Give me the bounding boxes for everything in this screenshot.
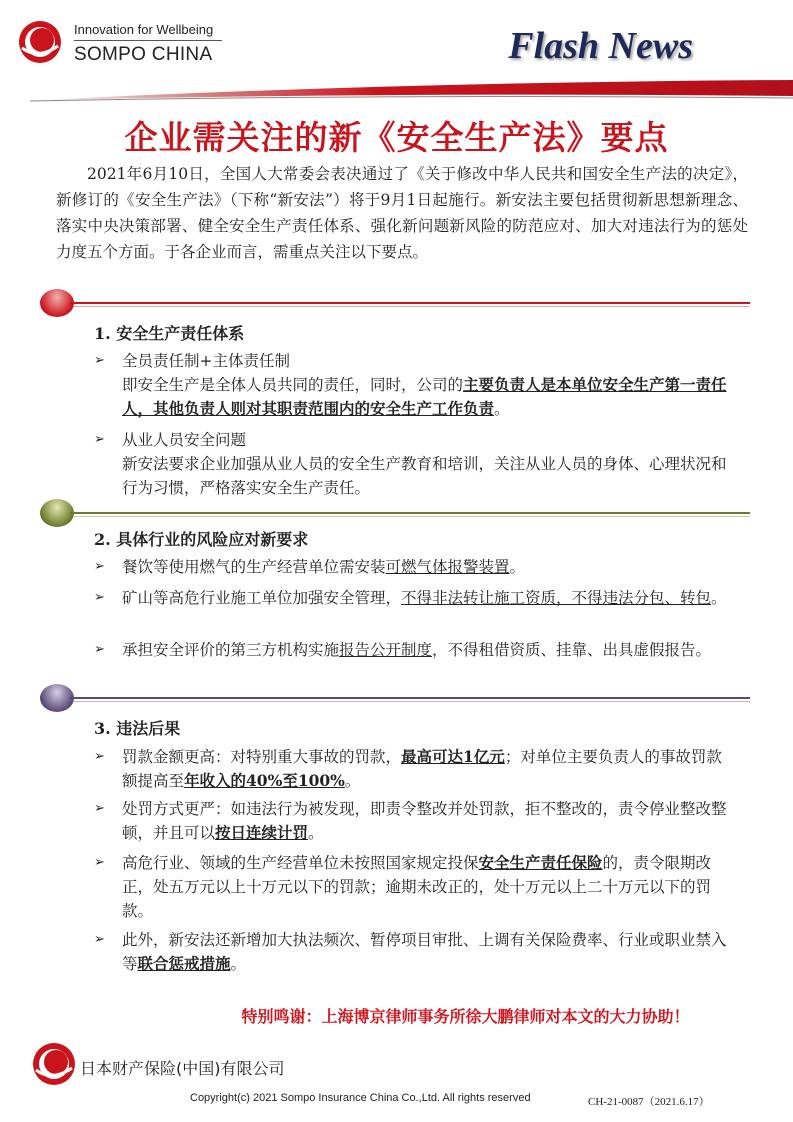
brand-tagline: Innovation for Wellbeing xyxy=(74,22,214,37)
document-number: CH-21-0087（2021.6.17） xyxy=(588,1096,710,1108)
section-heading-2: 2. 具体行业的风险应对新要求 xyxy=(94,530,309,549)
oval-marker-purple xyxy=(40,684,74,712)
section-divider-green xyxy=(40,499,750,529)
list-item: ➢ 餐饮等使用燃气的生产经营单位需安装可燃气体报警装置。 xyxy=(94,555,734,579)
arrow-bullet-icon: ➢ xyxy=(94,353,105,368)
arrow-bullet-icon: ➢ xyxy=(94,932,105,947)
arrow-bullet-icon: ➢ xyxy=(94,559,105,574)
list-item: ➢ 矿山等高危行业施工单位加强安全管理，不得非法转让施工资质，不得违法分包、转包。 xyxy=(94,586,734,610)
list-item: ➢ 全员责任制+主体责任制 即安全生产是全体人员共同的责任，同时，公司的主要负责人是本单位安全生产第一责任人，其他负责人则对其职责范围内的安全生产工作负责。 xyxy=(94,349,734,421)
arrow-bullet-icon: ➢ xyxy=(94,855,105,870)
list-item: ➢ 处罚方式更严：如违法行为被发现，即责令整改并处罚款，拒不整改的，责令停业整改整顿，并且可以按日连续计罚。 xyxy=(94,797,734,845)
arrow-bullet-icon: ➢ xyxy=(94,642,105,657)
arrow-bullet-icon: ➢ xyxy=(94,432,105,447)
arrow-bullet-icon: ➢ xyxy=(94,749,105,764)
copyright: Copyright(c) 2021 Sompo Insurance China Co.,Ltd. All rights reserved xyxy=(190,1092,531,1104)
list-item: ➢ 高危行业、领域的生产经营单位未按照国家规定投保安全生产责任保险的，责令限期改正，处五万元以上十万元以下的罚款；逾期未改正的，处十万元以上二十万元以下的罚款。 xyxy=(94,853,712,920)
company-name-cn: 日本财产保险(中国)有限公司 xyxy=(80,1059,285,1078)
intro-paragraph: 2021年6月10日，全国人大常委会表决通过了《关于修改中华人民共和国安全生产法的决定》，新修订的《安全生产法》（下称“新安法”）将于9月1日起施行。新安法主要包括贯彻新思想新理念、落实中央决策部署、健全安全生产责任体系、强化新问题新风险的防范应对、加大对违法行为的惩处力度五个方面。于各企业而言，需重点关注以下要点。 xyxy=(56,165,748,261)
oval-marker-green xyxy=(40,499,74,527)
list-item: ➢ 此外，新安法还新增加大执法频次、暂停项目审批、上调有关保险费率、行业或职业禁入等联合惩戒措施。 xyxy=(94,928,734,976)
list-item: ➢ 罚款金额更高：对特别重大事故的罚款，最高可达1亿元；对单位主要负责人的事故罚款额提高至年收入的40%至100%。 xyxy=(94,747,722,790)
section-divider-purple xyxy=(40,684,750,714)
sompo-logo-icon xyxy=(18,20,62,64)
section-heading-3: 3. 违法后果 xyxy=(94,719,181,738)
section-divider-red xyxy=(40,289,750,319)
page-title: 企业需关注的新《安全生产法》要点 xyxy=(124,118,669,157)
header-swoosh xyxy=(0,74,793,102)
arrow-bullet-icon: ➢ xyxy=(94,801,105,816)
list-item: ➢ 从业人员安全问题 新安法要求企业加强从业人员的安全生产教育和培训，关注从业人员的身体、心理状况和行为习惯，严格落实安全生产责任。 xyxy=(94,428,734,500)
list-item: ➢ 承担安全评价的第三方机构实施报告公开制度，不得租借资质、挂靠、出具虚假报告。 xyxy=(94,638,734,662)
flash-news-title: Flash News xyxy=(508,25,693,67)
arrow-bullet-icon: ➢ xyxy=(94,590,105,605)
section-heading-1: 1. 安全生产责任体系 xyxy=(94,324,245,343)
brand-name: SOMPO CHINA xyxy=(74,44,213,65)
brand-divider xyxy=(74,40,222,41)
acknowledgement: 特别鸣谢：上海博京律师事务所徐大鹏律师对本文的大力协助！ xyxy=(241,1007,690,1026)
sompo-logo-icon xyxy=(32,1042,76,1086)
oval-marker-red xyxy=(40,289,74,317)
